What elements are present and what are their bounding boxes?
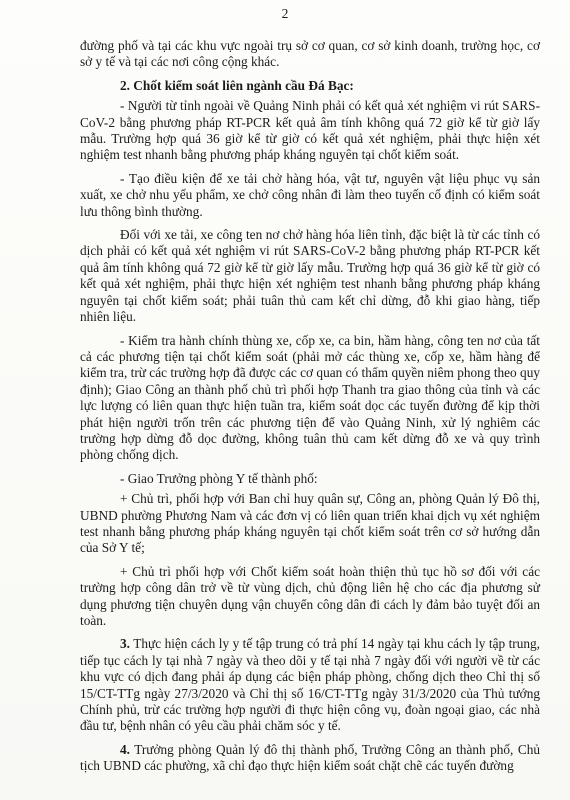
section-3-paragraph: 3. Thực hiện cách ly y tế tập trung có trả phí 14 ngày tại khu cách ly tập trung, tiếp tục cách ly tại nhà 7 ngày và theo dõi y tế tại nhà 7 ngày đối với người về từ các khu vực có dịch đang phải áp dụng các biện pháp phòng, chống dịch theo Chỉ thị số 15/CT-TTg ngày 27/3/2020 và Chỉ thị số 16/CT-TTg ngày 31/3/2020 của Thủ tướng Chính phủ, trừ các trường hợp người đi thực hiện công vụ, đoàn ngoại giao, các nhà đầu tư, bệnh nhân có yêu cầu phải chăm sóc y tế.: [80, 636, 540, 734]
document-body: [80, 38, 540, 782]
section-number: 3.: [120, 636, 130, 652]
paragraph: + Chủ trì, phối hợp với Ban chỉ huy quân sự, Công an, phòng Quản lý Đô thị, UBND phường Phương Nam và các đơn vị có liên quan triển khai dịch vụ xét nghiệm test nhanh bằng phương pháp kháng nguyên tại chốt kiểm soát trên cơ sở hướng dẫn của Sở Y tế;: [80, 491, 540, 556]
section-number: 4.: [120, 741, 130, 757]
paragraph: - Giao Trưởng phòng Y tế thành phố:: [120, 470, 318, 486]
paragraph: - Người từ tỉnh ngoài về Quảng Ninh phải có kết quả xét nghiệm vi rút SARS-CoV-2 bằng phương pháp RT-PCR kết quả âm tính không quá 72 giờ kể từ giờ lấy mẫu. Trường hợp quá 36 giờ kể từ giờ có kết quả xét nghiệm, phải thực hiện xét nghiệm test nhanh bằng phương pháp kháng nguyên tại chốt kiểm soát.: [80, 98, 540, 163]
section-2-heading: 2. Chốt kiểm soát liên ngành cầu Đá Bạc:: [120, 77, 354, 93]
paragraph-continuation: đường phố và tại các khu vực ngoài trụ sở cơ quan, cơ sở kinh doanh, trường học, cơ sở y tế và tại các nơi công cộng khác.: [80, 38, 540, 70]
paragraph: - Kiểm tra hành chính thùng xe, cốp xe, ca bin, hầm hàng, công ten nơ của tất cả các phương tiện tại chốt kiểm soát (phải mở các thùng xe, cốp xe, hầm hàng để kiểm tra, trừ các trường hợp đã được các cơ quan có thẩm quyền niêm phong theo quy định); Giao Công an thành phố chủ trì phối hợp Thanh tra giao thông của tỉnh và các lực lượng có liên quan thực hiện tuần tra, kiểm soát dọc các tuyến đường để kịp thời phát hiện người trốn trên các phương tiện để vào Quảng Ninh, xử lý nghiêm các trường hợp dừng đỗ dọc đường, không tuân thủ cam kết dừng đỗ xe và quy trình phòng chống dịch.: [80, 332, 540, 463]
paragraph: Đối với xe tải, xe công ten nơ chở hàng hóa liên tỉnh, đặc biệt là từ các tỉnh có dịch phải có kết quả xét nghiệm vi rút SARS-CoV-2 bằng phương pháp RT-PCR kết quả âm tính không quá 72 giờ kể từ giờ lấy mẫu. Trường hợp quá 36 giờ kể từ giờ có kết quả xét nghiệm, phải thực hiện xét nghiệm test nhanh bằng phương pháp kháng nguyên tại chốt kiểm soát; phải tuân thủ cam kết chỉ dừng, đỗ khi giao hàng, tiếp nhiên liệu.: [80, 227, 540, 325]
section-4-paragraph: 4. Trưởng phòng Quản lý đô thị thành phố, Trưởng Công an thành phố, Chủ tịch UBND các phường, xã chỉ đạo thực hiện kiểm soát chặt chẽ các tuyến đường: [80, 741, 540, 774]
paragraph: - Tạo điều kiện để xe tải chở hàng hóa, vật tư, nguyên vật liệu phục vụ sản xuất, xe chở nhu yếu phẩm, xe chở công nhân đi làm theo tuyến cố định có kiểm soát lưu thông bình thường.: [80, 170, 540, 219]
paragraph: + Chủ trì phối hợp với Chốt kiểm soát hoàn thiện thủ tục hồ sơ đối với các trường hợp công dân trở về từ vùng dịch, chủ động liên hệ cho các địa phương sử dụng phương tiện chuyên dụng vận chuyển công dân đi cách ly đảm bảo tuyệt đối an toàn.: [80, 563, 540, 628]
page-number: 2: [281, 6, 289, 21]
